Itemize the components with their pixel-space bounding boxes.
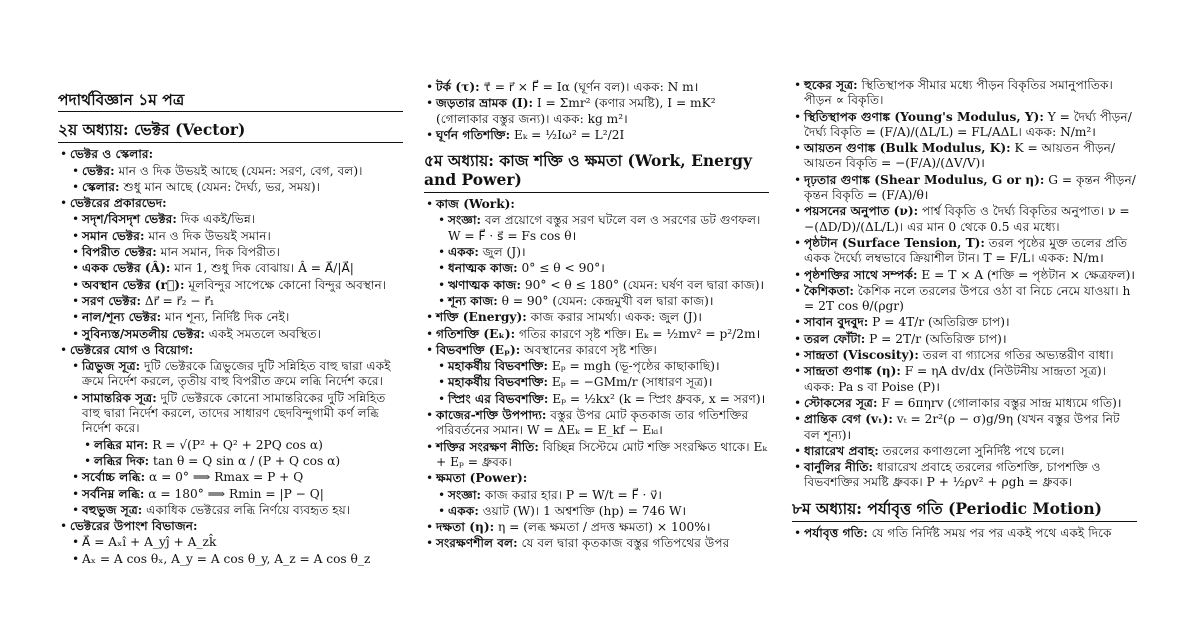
note-term: কাজ (Work): — [436, 197, 515, 212]
note-text: মান শূন্য, নির্দিষ্ট দিক নেই। — [161, 310, 290, 325]
note-term: আয়তন গুণাঙ্ক (Bulk Modulus, K): — [804, 141, 1011, 156]
note-item — [792, 110, 1137, 141]
section-title-work-energy: ৫ম অধ্যায়: কাজ শক্তি ও ক্ষমতা (Work, Energy and Power) — [424, 151, 769, 193]
periodic-motion-notes-list — [792, 526, 1137, 541]
note-item — [792, 204, 1137, 235]
note-text: P = 2T/r (অতিরিক্ত চাপ)। — [865, 331, 1007, 346]
note-term: শক্তি (Energy): — [436, 310, 527, 325]
note-text: যে বল দ্বারা কৃতকাজ বস্তুর গতিপথের উপর — [517, 536, 730, 551]
note-term: সামান্তরিক সূত্র: — [82, 390, 157, 405]
note-item — [792, 284, 1137, 315]
note-item — [792, 332, 1137, 347]
note-item — [70, 180, 403, 195]
note-text: Δr⃗ = r⃗₂ − r⃗₁ — [140, 293, 215, 308]
note-term: ত্রিভুজ সূত্র: — [82, 359, 141, 374]
note-text: Aₓ = A cos θₓ, A_y = A cos θ_y, A_z = A cos θ_z — [82, 551, 371, 566]
note-item — [792, 173, 1137, 204]
note-text: মান 1, শুধু দিক বোঝায়। Â = A⃗/|A⃗| — [170, 261, 354, 276]
note-item — [792, 78, 1137, 109]
note-term: জড়তার ভ্রামক (I): — [436, 96, 533, 111]
note-text: α = 180° ⟹ Rmin = |P − Q| — [144, 486, 324, 501]
note-item — [424, 96, 769, 127]
note-term: সর্বনিম্ন লব্ধি: — [82, 486, 145, 501]
note-term: ধারারেখ প্রবাহ: — [804, 443, 879, 458]
note-text: 0° ≤ θ < 90°। — [517, 261, 605, 276]
note-text: একাধিক ভেক্টরের লব্ধি নির্ণয়ে ব্যবহৃত হয়। — [142, 502, 351, 517]
note-term: স্কেলার: — [82, 179, 120, 194]
note-term: পয়সনের অনুপাত (ν): — [804, 204, 919, 219]
note-item — [424, 310, 769, 325]
note-term: তরল ফোঁটা: — [804, 331, 866, 346]
note-text: Eₚ = −GMm/r (সাধারণ সূত্র)। — [548, 375, 713, 390]
note-item — [792, 268, 1137, 283]
note-text: Eₖ = ½Iω² = L²/2I — [510, 127, 625, 142]
note-term: সাবান বুদবুদ: — [804, 315, 869, 330]
note-term: বিভবশক্তি (Eₚ): — [436, 342, 521, 357]
note-text: দুটি ভেক্টরকে ত্রিভুজের দুটি সন্নিহিত বাহু দ্বারা একই ক্রমে নির্দেশ করলে, তৃতীয় বাহু বিপরীত ক্রমে লব্ধি নির্দেশ করে। — [82, 359, 391, 389]
note-term: ভেক্টর: — [82, 163, 115, 178]
note-term: শূন্য কাজ: — [448, 293, 498, 308]
note-term: সংরক্ষণশীল বল: — [436, 536, 518, 551]
note-item — [436, 213, 769, 244]
note-item — [792, 444, 1137, 459]
rotation-notes-list — [424, 80, 769, 143]
note-term: সান্দ্রতা (Viscosity): — [804, 348, 919, 363]
note-term: বার্নুলির নীতি: — [804, 460, 873, 475]
note-item — [58, 147, 403, 162]
note-text: তরলের কণাগুলো সুনির্দিষ্ট পথে চলে। — [878, 443, 1065, 458]
note-term: স্থিতিস্থাপক গুণাঙ্ক (Young's Modulus, Y): — [804, 109, 1044, 124]
note-item — [70, 212, 403, 227]
note-term: শক্তির সংরক্ষণ নীতি: — [436, 439, 539, 454]
note-text: Y = দৈর্ঘ্য পীড়ন/দৈর্ঘ্য বিকৃতি = (F/A)/(ΔL/L) = FL/AΔL। একক: N/m²। — [804, 109, 1132, 139]
note-item — [424, 408, 769, 439]
note-term: লব্ধির দিক: — [94, 453, 150, 468]
note-text: দিক একই/ভিন্ন। — [176, 212, 256, 227]
note-text: F = ηA dv/dx (নিউটনীয় সান্দ্রতা সূত্র)। একক: Pa s বা Poise (P)। — [804, 364, 1107, 394]
note-text: R = √(P² + Q² + 2PQ cos α) — [148, 437, 323, 452]
note-item — [792, 141, 1137, 172]
note-item — [792, 396, 1137, 411]
note-item — [792, 348, 1137, 363]
note-item — [58, 196, 403, 211]
note-text: E = T × A (শক্তি = পৃষ্ঠটান × ক্ষেত্রফল)। — [917, 267, 1136, 282]
note-text: tan θ = Q sin α / (P + Q cos α) — [149, 453, 341, 468]
note-term: নাল/শূন্য ভেক্টর: — [82, 310, 162, 325]
note-term: সংজ্ঞা: — [448, 487, 481, 502]
note-term: মহাকর্ষীয় বিভবশক্তি: — [448, 375, 549, 390]
note-item — [58, 343, 403, 358]
note-term: সর্বোচ্চ লব্ধি: — [82, 470, 146, 485]
note-item — [424, 327, 769, 342]
note-text: Eₚ = ½kx² (k = স্প্রিং ধ্রুবক, x = সরণ)। — [548, 391, 766, 406]
note-item — [70, 487, 403, 502]
note-term: বহুভুজ সূত্র: — [82, 502, 143, 517]
note-text: কাজ করার হার। P = W/t = F⃗ · v⃗। — [481, 487, 663, 502]
note-term: একক: — [448, 245, 479, 260]
note-text: ওয়াট (W)। 1 অশ্বশক্তি (hp) = 746 W। — [478, 503, 687, 518]
note-term: টর্ক (τ): — [436, 80, 480, 94]
note-text: তরল পৃষ্ঠের মুক্ত তলের প্রতি একক দৈর্ঘ্যে লম্বভাবে ক্রিয়াশীল টান। T = F/L। একক: N/m। — [804, 235, 1128, 266]
note-item — [436, 278, 769, 293]
note-term: ভেক্টরের প্রকারভেদ: — [70, 196, 167, 211]
note-text: vₜ = 2r²(ρ − σ)g/9η (যখন বস্তুর উপর নিট বল শূন্য)। — [804, 412, 1120, 442]
note-text: দুটি ভেক্টরকে কোনো সামান্তরিকের দুটি সন্নিহিত বাহু দ্বারা নির্দেশ করলে, তাদের সাধারণ ছেদবিন্দুগামী কর্ণ লব্ধি নির্দেশ করে। — [82, 390, 386, 436]
note-term: হুকের সূত্র: — [804, 78, 858, 92]
note-item — [70, 310, 403, 325]
note-item — [436, 375, 769, 390]
note-text: Eₚ = mgh (ভূ-পৃষ্ঠের কাছাকাছি)। — [548, 359, 720, 374]
note-term: স্টোকসের সূত্র: — [804, 395, 878, 410]
note-item — [424, 343, 769, 358]
note-item — [70, 470, 403, 485]
note-item — [70, 391, 403, 437]
note-term: একক ভেক্টর (Â): — [82, 261, 171, 276]
note-text: কাজ করার সামর্থ্য। একক: জুল (J)। — [526, 310, 702, 325]
note-text: বস্তুর উপর মোট কৃতকাজ তার গতিশক্তির পরিবর্তনের সমান। W = ΔEₖ = E_kf − Eₖᵢ। — [436, 408, 749, 438]
note-text: θ = 90° (যেমন: কেন্দ্রমুখী বল দ্বারা কাজ)। — [497, 293, 714, 308]
note-term: দৃঢ়তার গুণাঙ্ক (Shear Modulus, G or η): — [804, 172, 1045, 187]
note-item — [70, 164, 403, 179]
note-item — [792, 460, 1137, 491]
note-item — [792, 236, 1137, 267]
note-item — [70, 359, 403, 390]
note-text: বিচ্ছিন্ন সিস্টেমে মোট শক্তি সংরক্ষিত থাকে। Eₖ + Eₚ = ধ্রুবক। — [436, 439, 767, 469]
note-item — [792, 412, 1137, 443]
note-term: সদৃশ/বিসদৃশ ভেক্টর: — [82, 212, 177, 227]
note-term: কাজের-শক্তি উপপাদ্য: — [436, 408, 547, 423]
note-text: তরল বা গ্যাসের গতির অভ্যন্তরীণ বাধা। — [918, 348, 1114, 363]
note-item — [70, 552, 403, 567]
note-term: কৈশিকতা: — [804, 283, 854, 298]
note-item — [82, 454, 403, 469]
note-item — [58, 519, 403, 534]
note-term: ঘূর্ণন গতিশক্তি: — [436, 127, 511, 142]
column-1 — [58, 92, 403, 568]
note-term: ধনাত্মক কাজ: — [448, 261, 518, 276]
note-item — [70, 327, 403, 342]
note-term: ভেক্টরের যোগ ও বিয়োগ: — [70, 342, 194, 357]
elasticity-notes-list — [792, 78, 1137, 491]
note-term: সমান ভেক্টর: — [82, 228, 145, 243]
note-item — [436, 488, 769, 503]
note-item — [424, 536, 769, 551]
note-item — [436, 261, 769, 276]
note-text: কৈশিক নলে তরলের উপরে ওঠা বা নিচে নেমে যাওয়া। h = 2T cos θ/(ρgr) — [804, 283, 1131, 314]
note-item — [70, 535, 403, 550]
note-term: ক্ষমতা (Power): — [436, 471, 528, 486]
note-text: মান ও দিক উভয়ই সমান। — [144, 228, 271, 243]
note-term: ঋণাত্মক কাজ: — [448, 277, 521, 292]
note-text: P = 4T/r (অতিরিক্ত চাপ)। — [868, 315, 1010, 330]
note-item — [792, 315, 1137, 330]
note-term: গতিশক্তি (Eₖ): — [436, 326, 516, 341]
note-item — [70, 503, 403, 518]
note-text: অবস্থানের কারণে সৃষ্ট শক্তি। — [520, 342, 657, 357]
note-item — [436, 294, 769, 309]
note-text: একই সমতলে অবস্থিত। — [204, 326, 321, 341]
note-item — [70, 261, 403, 276]
note-item — [70, 245, 403, 260]
note-text: জুল (J)। — [478, 245, 526, 260]
work-energy-notes-list — [424, 197, 769, 552]
note-term: ভেক্টরের উপাংশ বিভাজন: — [70, 519, 198, 534]
note-item — [424, 440, 769, 471]
note-item — [436, 392, 769, 407]
note-term: মহাকর্ষীয় বিভবশক্তি: — [448, 359, 549, 374]
note-text: I = Σmr² (কণার সমষ্টি), I = mK² (গোলাকার বস্তুর জন্য)। একক: kg m²। — [436, 96, 716, 126]
note-text: K = আয়তন পীড়ন/আয়তন বিকৃতি = −(F/A)/(ΔV/V)। — [804, 141, 1116, 171]
note-item — [424, 471, 769, 486]
note-term: একক: — [448, 503, 479, 518]
note-term: লব্ধির মান: — [94, 437, 149, 452]
note-text: G = কৃন্তন পীড়ন/কৃন্তন বিকৃতি = (F/A)/θ। — [804, 172, 1136, 203]
note-term: স্প্রিং এর বিভবশক্তি: — [448, 391, 549, 406]
note-text: গতির কারণে সৃষ্ট শক্তি। Eₖ = ½mv² = p²/2m। — [515, 326, 761, 341]
section-title-periodic-motion: ৮ম অধ্যায়: পর্যাবৃত্ত গতি (Periodic Motion) — [792, 499, 1137, 522]
note-item — [792, 526, 1137, 541]
note-text: মান ও দিক উভয়ই আছে (যেমন: সরণ, বেগ, বল)। — [114, 163, 363, 178]
note-item — [82, 438, 403, 453]
note-item — [436, 359, 769, 374]
note-text: ধারারেখ প্রবাহে তরলের গতিশক্তি, চাপশক্তি ও বিভবশক্তির সমষ্টি ধ্রুবক। P + ½ρv² + ρgh = ধ্রুবক। — [804, 460, 1101, 490]
note-term: পর্যাবৃত্ত গতি: — [804, 525, 868, 540]
note-text: স্থিতিস্থাপক সীমার মধ্যে পীড়ন বিকৃতির সমানুপাতিক। পীড়ন ∝ বিকৃতি। — [804, 78, 1113, 108]
note-text: η = (লব্ধ ক্ষমতা / প্রদত্ত ক্ষমতা) × 100%। — [494, 520, 711, 535]
document-title: পদার্থবিজ্ঞান ১ম পত্র — [58, 92, 403, 112]
note-text: 90° < θ ≤ 180° (যেমন: ঘর্ষণ বল দ্বারা কাজ)। — [520, 277, 765, 292]
note-item — [424, 197, 769, 212]
note-item — [70, 229, 403, 244]
note-text: মান সমান, দিক বিপরীত। — [156, 245, 280, 260]
note-term: সংজ্ঞা: — [448, 213, 481, 228]
note-text: F = 6πηrv (গোলাকার বস্তুর সান্দ্র মাধ্যমে গতি)। — [877, 395, 1122, 410]
note-term: সান্দ্রতা গুণাঙ্ক (η): — [804, 364, 901, 379]
note-text: মূলবিন্দুর সাপেক্ষে কোনো বিন্দুর অবস্থান। — [184, 277, 387, 292]
note-item — [436, 245, 769, 260]
column-3 — [792, 78, 1137, 542]
note-text: τ⃗ = r⃗ × F⃗ = Iα (ঘূর্ণন বল)। একক: N m। — [479, 80, 699, 94]
note-text: বল প্রয়োগে বস্তুর সরণ ঘটলে বল ও সরণের ডট গুণফল। W = F⃗ · s⃗ = Fs cos θ। — [448, 213, 761, 243]
note-text: শুধু মান আছে (যেমন: দৈর্ঘ্য, ভর, সময়)। — [119, 179, 320, 194]
note-item — [424, 520, 769, 535]
note-text: α = 0° ⟹ Rmax = P + Q — [145, 470, 304, 485]
section-title-vector: ২য় অধ্যায়: ভেক্টর (Vector) — [58, 120, 403, 143]
note-text: A⃗ = Aₓî + A_yĵ + A_zk̂ — [82, 535, 217, 550]
note-item — [70, 294, 403, 309]
note-item — [436, 504, 769, 519]
note-term: প্রান্তিক বেগ (vₜ): — [804, 412, 893, 427]
note-item — [792, 364, 1137, 395]
note-term: দক্ষতা (η): — [436, 520, 495, 535]
note-term: সুবিন্যস্ত/সমতলীয় ভেক্টর: — [82, 326, 205, 341]
note-text: পার্শ্ব বিকৃতি ও দৈর্ঘ্য বিকৃতির অনুপাত। ν = −(ΔD/D)/(ΔL/L)। এর মান 0 থেকে 0.5 এর মধ্যে। — [804, 204, 1130, 234]
note-term: বিপরীত ভেক্টর: — [82, 245, 157, 260]
note-item — [424, 80, 769, 95]
note-term: সরণ ভেক্টর: — [82, 293, 141, 308]
note-term: পৃষ্ঠশক্তির সাথে সম্পর্ক: — [804, 267, 918, 282]
note-item — [70, 278, 403, 293]
note-item — [424, 128, 769, 143]
vector-notes-list — [58, 147, 403, 567]
note-term: অবস্থান ভেক্টর (r⃗): — [82, 277, 185, 292]
note-text: যে গতি নির্দিষ্ট সময় পর পর একই পথে একই দিকে — [867, 525, 1112, 540]
note-term: পৃষ্ঠটান (Surface Tension, T): — [804, 235, 985, 250]
column-2 — [424, 80, 769, 553]
note-term: ভেক্টর ও স্কেলার: — [70, 147, 154, 162]
